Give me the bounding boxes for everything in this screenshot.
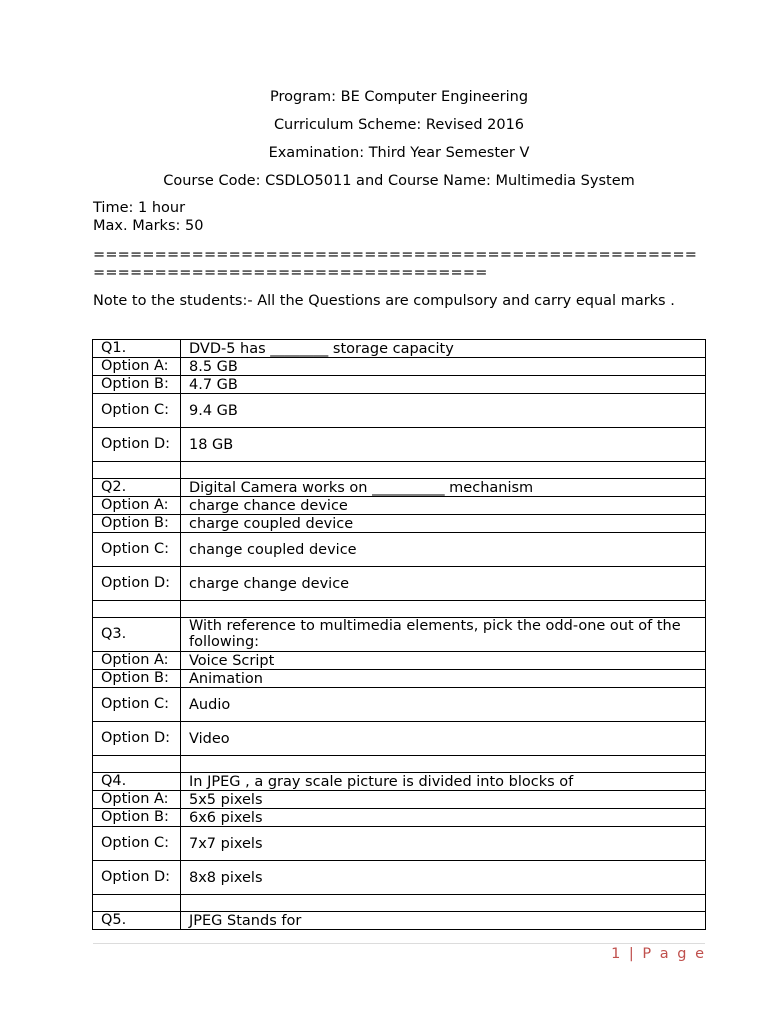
option-label: Option C: — [93, 533, 181, 567]
page-number: 1 | P a g e — [611, 946, 706, 962]
question-text: Digital Camera works on __________ mechanism — [181, 479, 706, 497]
table-row — [93, 827, 706, 861]
option-text: Voice Script — [181, 652, 706, 670]
program-line: Program: BE Computer Engineering — [269, 89, 529, 105]
option-text: charge change device — [181, 567, 706, 601]
option-text: 6x6 pixels — [181, 809, 706, 827]
option-label: Option A: — [93, 497, 181, 515]
table-row — [93, 533, 706, 567]
question-text: JPEG Stands for — [181, 912, 706, 930]
blank-row — [93, 462, 706, 479]
table-row — [93, 791, 706, 809]
option-text: change coupled device — [181, 533, 706, 567]
table-row — [93, 428, 706, 462]
question-label: Q3. — [93, 618, 181, 652]
option-text: Audio — [181, 688, 706, 722]
table-row — [93, 394, 706, 428]
blank-row — [93, 895, 706, 912]
option-text: 5x5 pixels — [181, 791, 706, 809]
table-row — [93, 340, 706, 358]
question-label: Q4. — [93, 773, 181, 791]
option-label: Option B: — [93, 376, 181, 394]
option-label: Option D: — [93, 722, 181, 756]
table-row — [93, 773, 706, 791]
scheme-line: Curriculum Scheme: Revised 2016 — [273, 117, 525, 133]
separator-line-2: ================================ — [93, 265, 488, 281]
table-row — [93, 652, 706, 670]
question-label: Q2. — [93, 479, 181, 497]
table-row — [93, 376, 706, 394]
table-row — [93, 515, 706, 533]
option-label: Option D: — [93, 567, 181, 601]
option-label: Option B: — [93, 515, 181, 533]
option-text: Animation — [181, 670, 706, 688]
marks-line: Max. Marks: 50 — [93, 218, 204, 234]
questions-table — [92, 339, 706, 930]
table-row — [93, 722, 706, 756]
table-row — [93, 479, 706, 497]
option-text: charge coupled device — [181, 515, 706, 533]
question-label: Q1. — [93, 340, 181, 358]
table-row — [93, 497, 706, 515]
question-text: DVD-5 has ________ storage capacity — [181, 340, 706, 358]
table-row — [93, 688, 706, 722]
exam-line: Examination: Third Year Semester V — [268, 145, 530, 161]
option-text: 8x8 pixels — [181, 861, 706, 895]
option-label: Option B: — [93, 670, 181, 688]
time-line: Time: 1 hour — [93, 200, 186, 216]
option-label: Option C: — [93, 394, 181, 428]
table-row — [93, 358, 706, 376]
option-label: Option A: — [93, 652, 181, 670]
option-label: Option A: — [93, 358, 181, 376]
separator-line-1: ================================================= — [93, 247, 698, 263]
option-label: Option C: — [93, 688, 181, 722]
option-label: Option C: — [93, 827, 181, 861]
table-row — [93, 670, 706, 688]
option-label: Option A: — [93, 791, 181, 809]
table-row — [93, 912, 706, 930]
question-text: With reference to multimedia elements, pick the odd-one out of the following: — [181, 618, 706, 652]
option-label: Option D: — [93, 428, 181, 462]
option-label: Option D: — [93, 861, 181, 895]
course-line: Course Code: CSDLO5011 and Course Name: Multimedia System — [163, 173, 635, 189]
table-row — [93, 618, 706, 652]
option-text: 18 GB — [181, 428, 706, 462]
option-label: Option B: — [93, 809, 181, 827]
table-row — [93, 809, 706, 827]
question-text: In JPEG , a gray scale picture is divided into blocks of — [181, 773, 706, 791]
blank-row — [93, 756, 706, 773]
option-text: 9.4 GB — [181, 394, 706, 428]
option-text: Video — [181, 722, 706, 756]
table-row — [93, 567, 706, 601]
question-label: Q5. — [93, 912, 181, 930]
table-row — [93, 861, 706, 895]
option-text: 4.7 GB — [181, 376, 706, 394]
option-text: 7x7 pixels — [181, 827, 706, 861]
blank-row — [93, 601, 706, 618]
footer-divider — [93, 943, 705, 944]
note-to-students: Note to the students:- All the Questions are compulsory and carry equal marks . — [93, 293, 675, 309]
option-text: 8.5 GB — [181, 358, 706, 376]
option-text: charge chance device — [181, 497, 706, 515]
